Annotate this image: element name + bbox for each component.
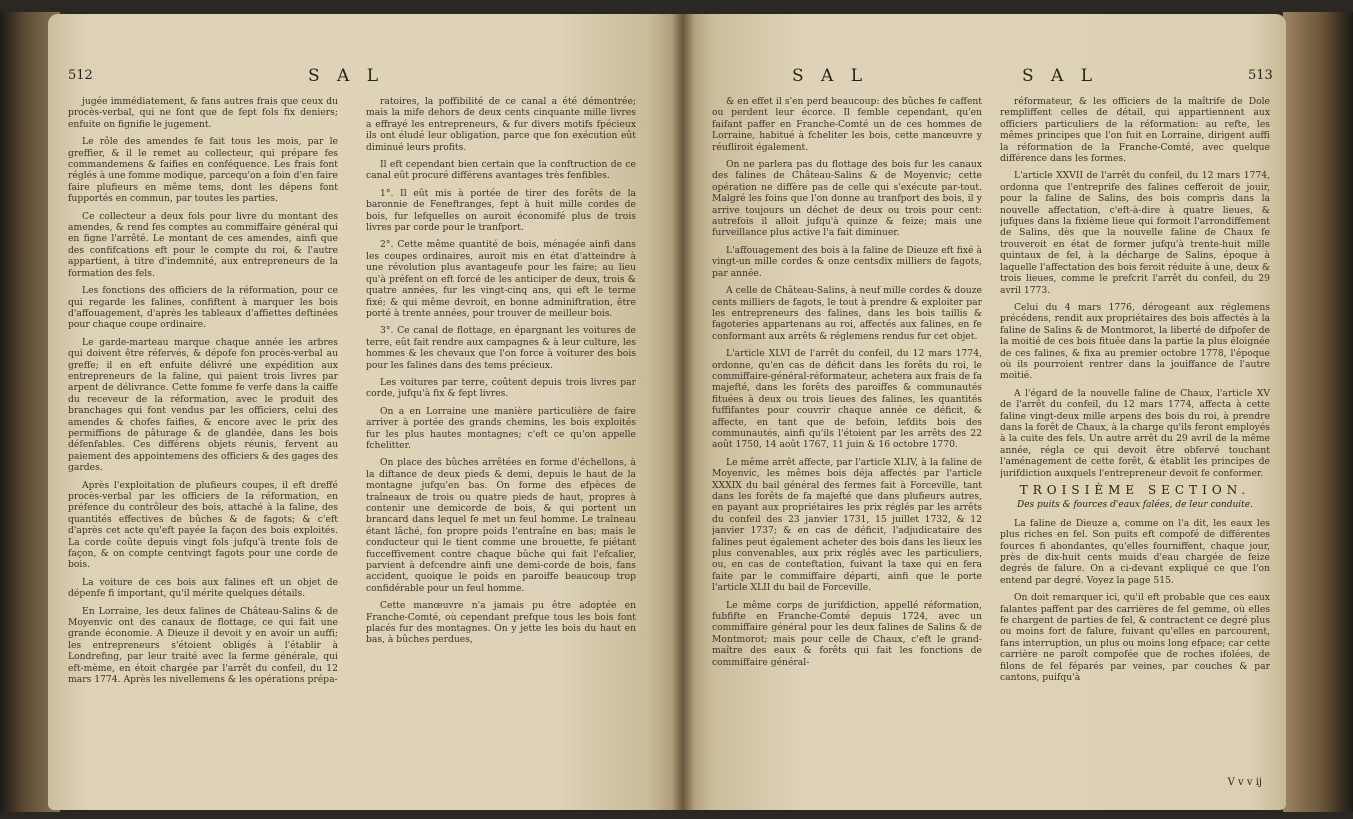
- text-column-2: [366, 96, 636, 786]
- paragraph: A celle de Château-Salins, à neuf mille cordes & douze cents milliers de fagots, le tout à prendre & exploiter par les entrepreneurs des falines, dans les bois taillis & fagoteries appartenans au roi, affectés aux falines, en fe conformant aux arrêts & réglemens rendus fur cet objet.: [712, 285, 982, 342]
- paragraph: En Lorraine, les deux falines de Château-Salins & de Moyenvic ont des canaux de flottage, ce qui fait une grande économie. A Dieuze il devoit y en avoir un auffi; les entrepreneurs s'étoient obligés à l'établir à Londrefing, par leur traité avec la ferme générale, qui eft-mème, en étoit chargée par l'arrêt du confeil, du 12 mars 1774. Après les nivellemens & les opérations prépa-: [68, 605, 338, 686]
- section-title: TROISIÈME SECTION.: [1019, 483, 1251, 497]
- paragraph: Le même corps de jurifdiction, appellé réformation, fubfifte en Franche-Comté depuis 1724, avec un commiffaire général pour les deux falines de Salins & de Montmorot; mais pour celle de Chaux, c'eft le grand-maître des eaux & forêts qui fait les fonctions de commiffaire général-: [712, 599, 982, 668]
- paragraph: Les voitures par terre, coûtent depuis trois livres par corde, jufqu'à fix & fept livres.: [366, 376, 636, 400]
- paragraph: On a en Lorraine une manière particulière de faire arriver à portée des grands chemins, les bois exploités fur les plus hautes montagnes; c'eft ce qu'on appelle fchelitter.: [366, 405, 636, 451]
- running-head: S A L: [308, 66, 385, 86]
- paragraph: 1°. Il eût mis à portée de tirer des forêts de la baronnie de Feneftranges, fept à huit mille cordes de bois, fur lefquelles on auroit économifé plus de trois livres par corde pour le tranfport.: [366, 187, 636, 234]
- paragraph: A l'égard de la nouvelle faline de Chaux, l'article XV de l'arrêt du confeil, du 12 mars 1774, affecta à cette faline vingt-deux mille arpens des bois du roi, à prendre dans la forêt de Chaux, à la charge qu'ils feront employés à la cuite des fels. Un autre arrêt du 29 avril de la même année, régla ce qui devoit être obfervé touchant l'aménagement de cette forêt, & établit les principes de jurifdiction auxquels l'entrepreneur devoit fe conformer.: [1000, 387, 1270, 479]
- paragraph: Après l'exploitation de plufieurs coupes, il eft dreffé procès-verbal par les officiers de la réformation, en préfence du contrôleur des bois, attaché à la faline, des quantités effectives de bûches & de fagots; & c'eft d'après cet acte qu'eft payée la façon des bois exploités. La corde coûte depuis vingt fols jufqu'à trente fols de façon, & on compte centvingt fagots pour une corde de bois.: [68, 479, 338, 571]
- paragraph: L'article XLVI de l'arrêt du confeil, du 12 mars 1774, ordonne, qu'en cas de déficit dans les forêts du roi, le commiffaire-général-réformateur, achetera aux frais de fa majefté, dans les forêts des paroiffes & communautés fituées à deux ou trois lieues des falines, les quantités fuffifantes pour couvrir chaque année ce déficit, & affecte, en tant que de befoin, lefdits bois des communautés, ainfi qu'ils l'étoient par les arrêts des 22 août 1750, 14 août 1767, 11 juin & 16 octobre 1770.: [712, 348, 982, 451]
- running-head-repeat: S A L: [1022, 66, 1099, 86]
- left-page: [48, 14, 682, 810]
- paragraph: Ce collecteur a deux fols pour livre du montant des amendes, & rend fes comptes au commiffaire général qui en figne l'arrêté. Le montant de ces amendes, ainfi que des confifcations eft pour le compte du roi, & l'autre appartient, à titre d'indemnité, aux entrepreneurs de la formation des fels.: [68, 210, 338, 279]
- paragraph: La faline de Dieuze a, comme on l'a dit, les eaux les plus riches en fel. Son puits eft compofé de différentes fources fi abondantes, qu'elles fourniffent, chaque jour, près de dix-huit cents muids d'eau chargée de feize degrés de falure. On a ci-devant expliqué ce que l'on entend par degré. Voyez la page 515.: [1000, 517, 1270, 586]
- paragraph: Celui du 4 mars 1776, dérogeant aux réglemens précédens, rendit aux propriétaires des bois affectés à la faline de Salins & de Montmorot, la liberté de difpofer de la moitié de ces bois fituée dans la partie la plus éloignée de ces falines, & fixa au premier octobre 1778, l'époque où ils pourroient rentrer dans la jouiffance de l'autre moitié.: [1000, 301, 1270, 382]
- page-edges-right: [1283, 12, 1353, 812]
- page-number: 513: [1248, 68, 1273, 83]
- paragraph: 2°. Cette même quantité de bois, ménagée ainfi dans les coupes ordinaires, auroit mis en état d'atteindre à une révolution plus avantageufe pour les faire; au lieu qu'à préfent on eft forcé de les anticiper de deux, trois & quatre années, fur les vingt-cinq ans, qui eft le terme fixé; & qui même devroit, en bonne adminiftration, être porté à trente années, pour trouver de meilleur bois.: [366, 239, 636, 319]
- paragraph: On doit remarquer ici, qu'il eft probable que ces eaux falantes paffent par des carrières de fel gemme, où elles fe chargent de parties de fel, & contractent ce degré plus ou moins fort de falure, fuivant qu'elles en parcourent, fans interruption, un plus ou moins long efpace; car cette carrière ne paroît compofée que de roches ifolées, de filons de fel féparés par veines, par couches & par cantons, puifqu'à: [1000, 592, 1270, 684]
- book-gutter: [672, 14, 694, 810]
- paragraph: & en effet il s'en perd beaucoup: des bûches fe caffent ou perdent leur écorce. Il femble cependant, qu'en faifant paffer en Franche-Comté un de ces hommes de Lorraine, habitué à fcheliter les bois, cette manœuvre y réufliroit également.: [712, 96, 982, 153]
- paragraph: Cette manœuvre n'a jamais pu être adoptée en Franche-Comté, où cependant prefque tous les bois font placés fur des montagnes. On y jette les bois du haut en bas, à bûches perdues,: [366, 600, 636, 646]
- paragraph: La voiture de ces bois aux falines eft un objet de dépenfe fi important, qu'il mérite quelques détails.: [68, 576, 338, 600]
- paragraph: Le garde-marteau marque chaque année les arbres qui doivent être réfervés, & dépofe fon procès-verbal au greffe; il en eft enfuite délivré une expédition aux entrepreneurs de la faline, qui paient trois livres par arpent de délivrance. Cette fomme fe verfe dans la caiffe du receveur de la réformation, avec le produit des branchages qui font vendus par les officiers, celui des amendes & chofes faifies, & encore avec le prix des permiffions de pâturage & de glandée, dans les bois défenfables. Ces différens objets réunis, fervent au paiement des appointemens des officiers & des gages des gardes.: [68, 336, 338, 474]
- text-column-1: [68, 96, 338, 786]
- paragraph: 3°. Ce canal de flottage, en épargnant les voitures de terre, eût fait rendre aux campagnes & à leur culture, les hommes & les chevaux que l'on force à voiturer des bois pour les falines dans des tems précieux.: [366, 325, 636, 371]
- section-subtitle: Des puits & fources d'eaux falées, de leur conduite.: [1017, 500, 1253, 511]
- text-column-2: [1000, 96, 1270, 786]
- right-page: [682, 14, 1286, 810]
- text-column-1: [712, 96, 982, 786]
- paragraph: ratoires, la poffibilité de ce canal a été démontrée; mais la mife dehors de deux cents cinquante mille livres a effrayé les entrepreneurs, & fur divers motifs fpécieux ils ont éludé leur obligation, parce que fon exécution eût diminué leurs profits.: [366, 96, 636, 153]
- page-number: 512: [68, 68, 93, 83]
- paragraph: L'affouagement des bois à la faline de Dieuze eft fixé à vingt-un mille cordes & onze centsdix milliers de fagots, par année.: [712, 244, 982, 279]
- paragraph: Il eft cependant bien certain que la conftruction de ce canal eût procuré différens avantages très fenfibles.: [366, 159, 636, 182]
- paragraph: jugée immédiatement, & fans autres frais que ceux du procès-verbal, qui ne font que de fept fols fix deniers; enfuite on fignifie le jugement.: [68, 96, 338, 130]
- paragraph: Le même arrêt affecte, par l'article XLIV, à la faline de Moyenvic, les mêmes bois déja affectés par l'article XXXIX du bail général des fermes fait à Forceville, tant dans les forêts de fa majefté que dans plufieurs autres, en payant aux propriétaires les prix réglés par les arrêts du confeil des 23 janvier 1731, 15 juillet 1732, & 12 janvier 1737; & en cas de déficit, l'adjudicataire des falines peut également acheter des bois dans les lieux les plus convenables, aux prix réglés avec les particuliers, ou, en cas de conteftation, fuivant la taxe qui en fera faite par le commiffaire départi, ainfi que le porte l'article XLII du bail de Forceville.: [712, 456, 982, 594]
- paragraph: Les fonctions des officiers de la réformation, pour ce qui regarde les falines, confiftent à marquer les bois d'affouagement, d'après les tableaux d'affiettes deftinées pour chaque coupe ordinaire.: [68, 285, 338, 331]
- paragraph: réformateur, & les officiers de la maîtrife de Dole rempliffent celles de détail, qui appartiennent aux officiers particuliers de la réformation: au refte, les mêmes principes que l'on fuit en Lorraine, dirigent auffi la réformation de la Franche-Comté, avec quelque différence dans les formes.: [1000, 96, 1270, 165]
- signature-mark: V v v ij: [1227, 777, 1262, 788]
- paragraph: On place des bûches arrêtées en forme d'échellons, à la diftance de deux pieds & demi, depuis le haut de la montagne jufqu'en bas. On forme des efpèces de traîneaux de trois ou quatre pieds de haut, propres à contenir une demicorde de bois, & qui portent un brancard dans lequel fe met un feul homme. Le traîneau étant lâché, fon propre poids l'entraîne en bas; mais le conducteur qui le tient comme une brouette, fe piétant fucceffivement contre chaque bûche qui fait l'efcalier, parvient à defcendre ainfi une demi-corde de bois, fans accident, quoique le poids en paroiffe beaucoup trop confidérable pour un feul homme.: [366, 457, 636, 594]
- paragraph: On ne parlera pas du flottage des bois fur les canaux des falines de Château-Salins & de Moyenvic; cette opération ne diffère pas de celle qui s'exécute par-tout. Malgré les foins que l'on donne au tranfport des bois, il y arrive toujours un déchet de deux ou trois pour cent: autrefois il alloit jufqu'à quinze & feize; mais une furveillance plus active l'a fait diminuer.: [712, 159, 982, 239]
- paragraph: Le rôle des amendes fe fait tous les mois, par le greffier, & il le remet au collecteur, qui prépare fes commandemens & faifies en conféquence. Les frais font réglés à une fomme modique, parcequ'on a foin d'en faire faire plufieurs en même tems, dont les dépens font fupportés en commun, par toutes les parties.: [68, 136, 338, 205]
- running-head: S A L: [792, 66, 869, 86]
- paragraph: L'article XXVII de l'arrêt du confeil, du 12 mars 1774, ordonna que l'entreprife des falines cefferoit de jouir, pour la faline de Salins, des bois compris dans la nouvelle affectation, c'eft-à-dire à quatre lieues, & jufques dans la fixième lieue qui formoit l'arrondiffement de Salins, dès que la nouvelle faline de Chaux fe trouveroit en état de former jufqu'à trente-huit mille quintaux de fel, à la décharge de Salins, époque à laquelle l'affectation des bois feroit réduite à une, deux & trois lieues, comme le prefcrit l'arrêt du confeil, du 29 avril 1773.: [1000, 170, 1270, 296]
